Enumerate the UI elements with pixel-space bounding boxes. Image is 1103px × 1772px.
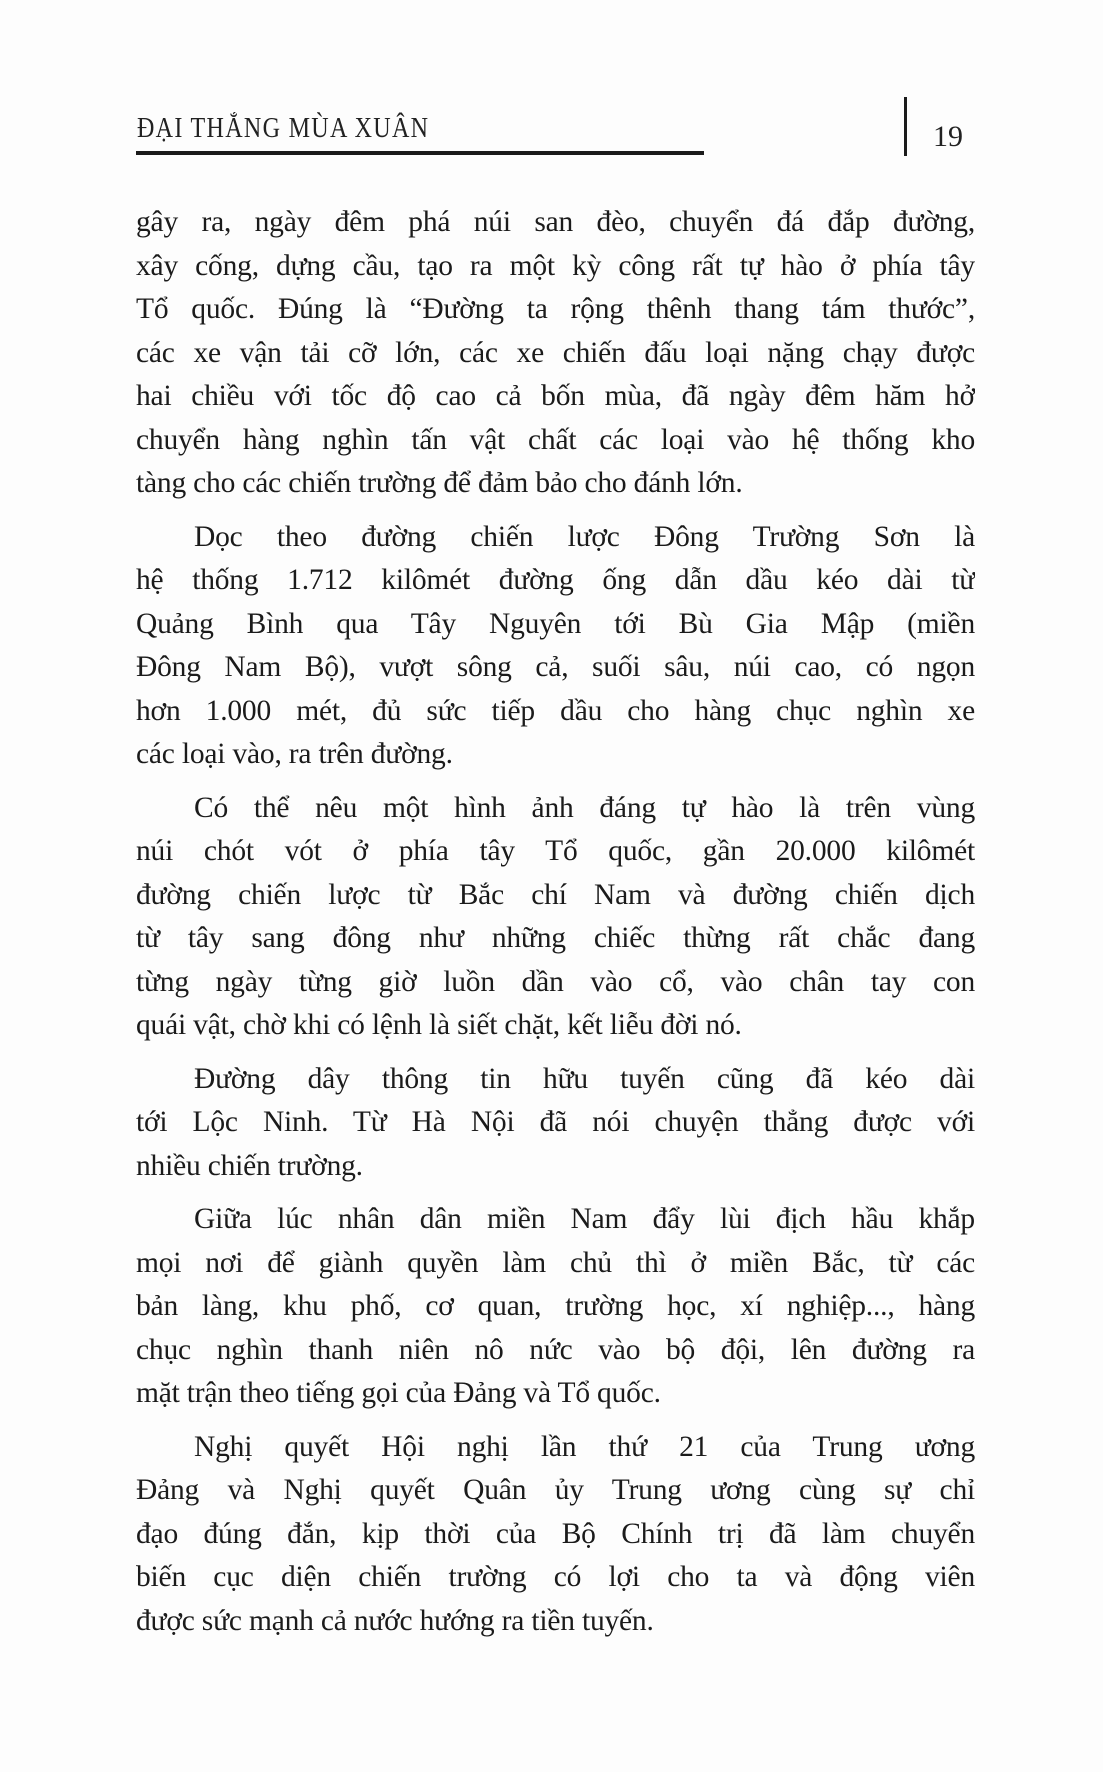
text-line: Có thể nêu một hình ảnh đáng tự hào là trên vùng [194,791,975,824]
text-line: Nghị quyết Hội nghị lần thứ 21 của Trung ương [194,1430,975,1463]
text-line: Dọc theo đường chiến lược Đông Trường Sơn là [194,520,975,553]
text-line: được sức mạnh cả nước hướng ra tiền tuyến. [136,1604,654,1637]
text-line: Đảng và Nghị quyết Quân ủy Trung ương cùng sự chỉ [136,1474,975,1506]
text-line: bản làng, khu phố, cơ quan, trường học, xí nghiệp..., hàng [136,1290,975,1322]
paragraph [136,1426,975,1644]
text-line: núi chót vót ở phía tây Tổ quốc, gần 20.000 kilômét [136,835,975,867]
text-line: nhiều chiến trường. [136,1149,363,1182]
text-line: tàng cho các chiến trường để đảm bảo cho đánh lớn. [136,467,743,499]
text-line: mọi nơi để giành quyền làm chủ thì ở miền Bắc, từ các [136,1246,975,1279]
text-line: Giữa lúc nhân dân miền Nam đẩy lùi địch hầu khắp [194,1203,975,1235]
text-line: từ tây sang đông như những chiếc thừng rất chắc đang [136,922,975,954]
text-line: hơn 1.000 mét, đủ sức tiếp dầu cho hàng chục nghìn xe [136,694,975,727]
body-text [136,201,975,1643]
text-line: chục nghìn thanh niên nô nức vào bộ đội, lên đường ra [136,1333,975,1366]
paragraph [136,787,975,1048]
text-line: từng ngày từng giờ luồn dần vào cổ, vào chân tay con [136,965,975,998]
text-line: hệ thống 1.712 kilômét đường ống dẫn dầu kéo dài từ [136,564,975,596]
text-line: xây cống, dựng cầu, tạo ra một kỳ công rất tự hào ở phía tây [136,249,975,282]
header-rule [136,151,704,155]
text-line: Tổ quốc. Đúng là “Đường ta rộng thênh thang tám thước”, [136,293,975,325]
page-number: 19 [933,120,963,153]
text-line: Đường dây thông tin hữu tuyến cũng đã kéo dài [194,1062,975,1095]
text-line: các xe vận tải cỡ lớn, các xe chiến đấu loại nặng chạy được [136,336,975,369]
text-line: tới Lộc Ninh. Từ Hà Nội đã nói chuyện thẳng được với [136,1106,975,1138]
text-line: đường chiến lược từ Bắc chí Nam và đường chiến dịch [136,878,975,911]
paragraph [136,201,975,506]
paragraph [136,1198,975,1416]
text-line: Quảng Bình qua Tây Nguyên tới Bù Gia Mập (miền [136,607,975,640]
text-line: Đông Nam Bộ), vượt sông cả, suối sâu, núi cao, có ngọn [136,651,975,683]
text-line: quái vật, chờ khi có lệnh là siết chặt, kết liễu đời nó. [136,1009,742,1041]
text-line: gây ra, ngày đêm phá núi san đèo, chuyển đá đắp đường, [136,206,975,238]
text-line: hai chiều với tốc độ cao cả bốn mùa, đã ngày đêm hăm hở [136,380,975,412]
text-line: mặt trận theo tiếng gọi của Đảng và Tổ quốc. [136,1377,661,1409]
text-line: các loại vào, ra trên đường. [136,738,453,770]
text-line: biến cục diện chiến trường có lợi cho ta và động viên [136,1561,975,1593]
running-title: ĐẠI THẮNG MÙA XUÂN [137,113,430,144]
paragraph [136,1058,975,1189]
paragraph [136,516,975,777]
text-line: chuyển hàng nghìn tấn vật chất các loại vào hệ thống kho [136,423,975,456]
page-number-divider [904,97,907,156]
text-line: đạo đúng đắn, kịp thời của Bộ Chính trị đã làm chuyển [136,1517,975,1550]
